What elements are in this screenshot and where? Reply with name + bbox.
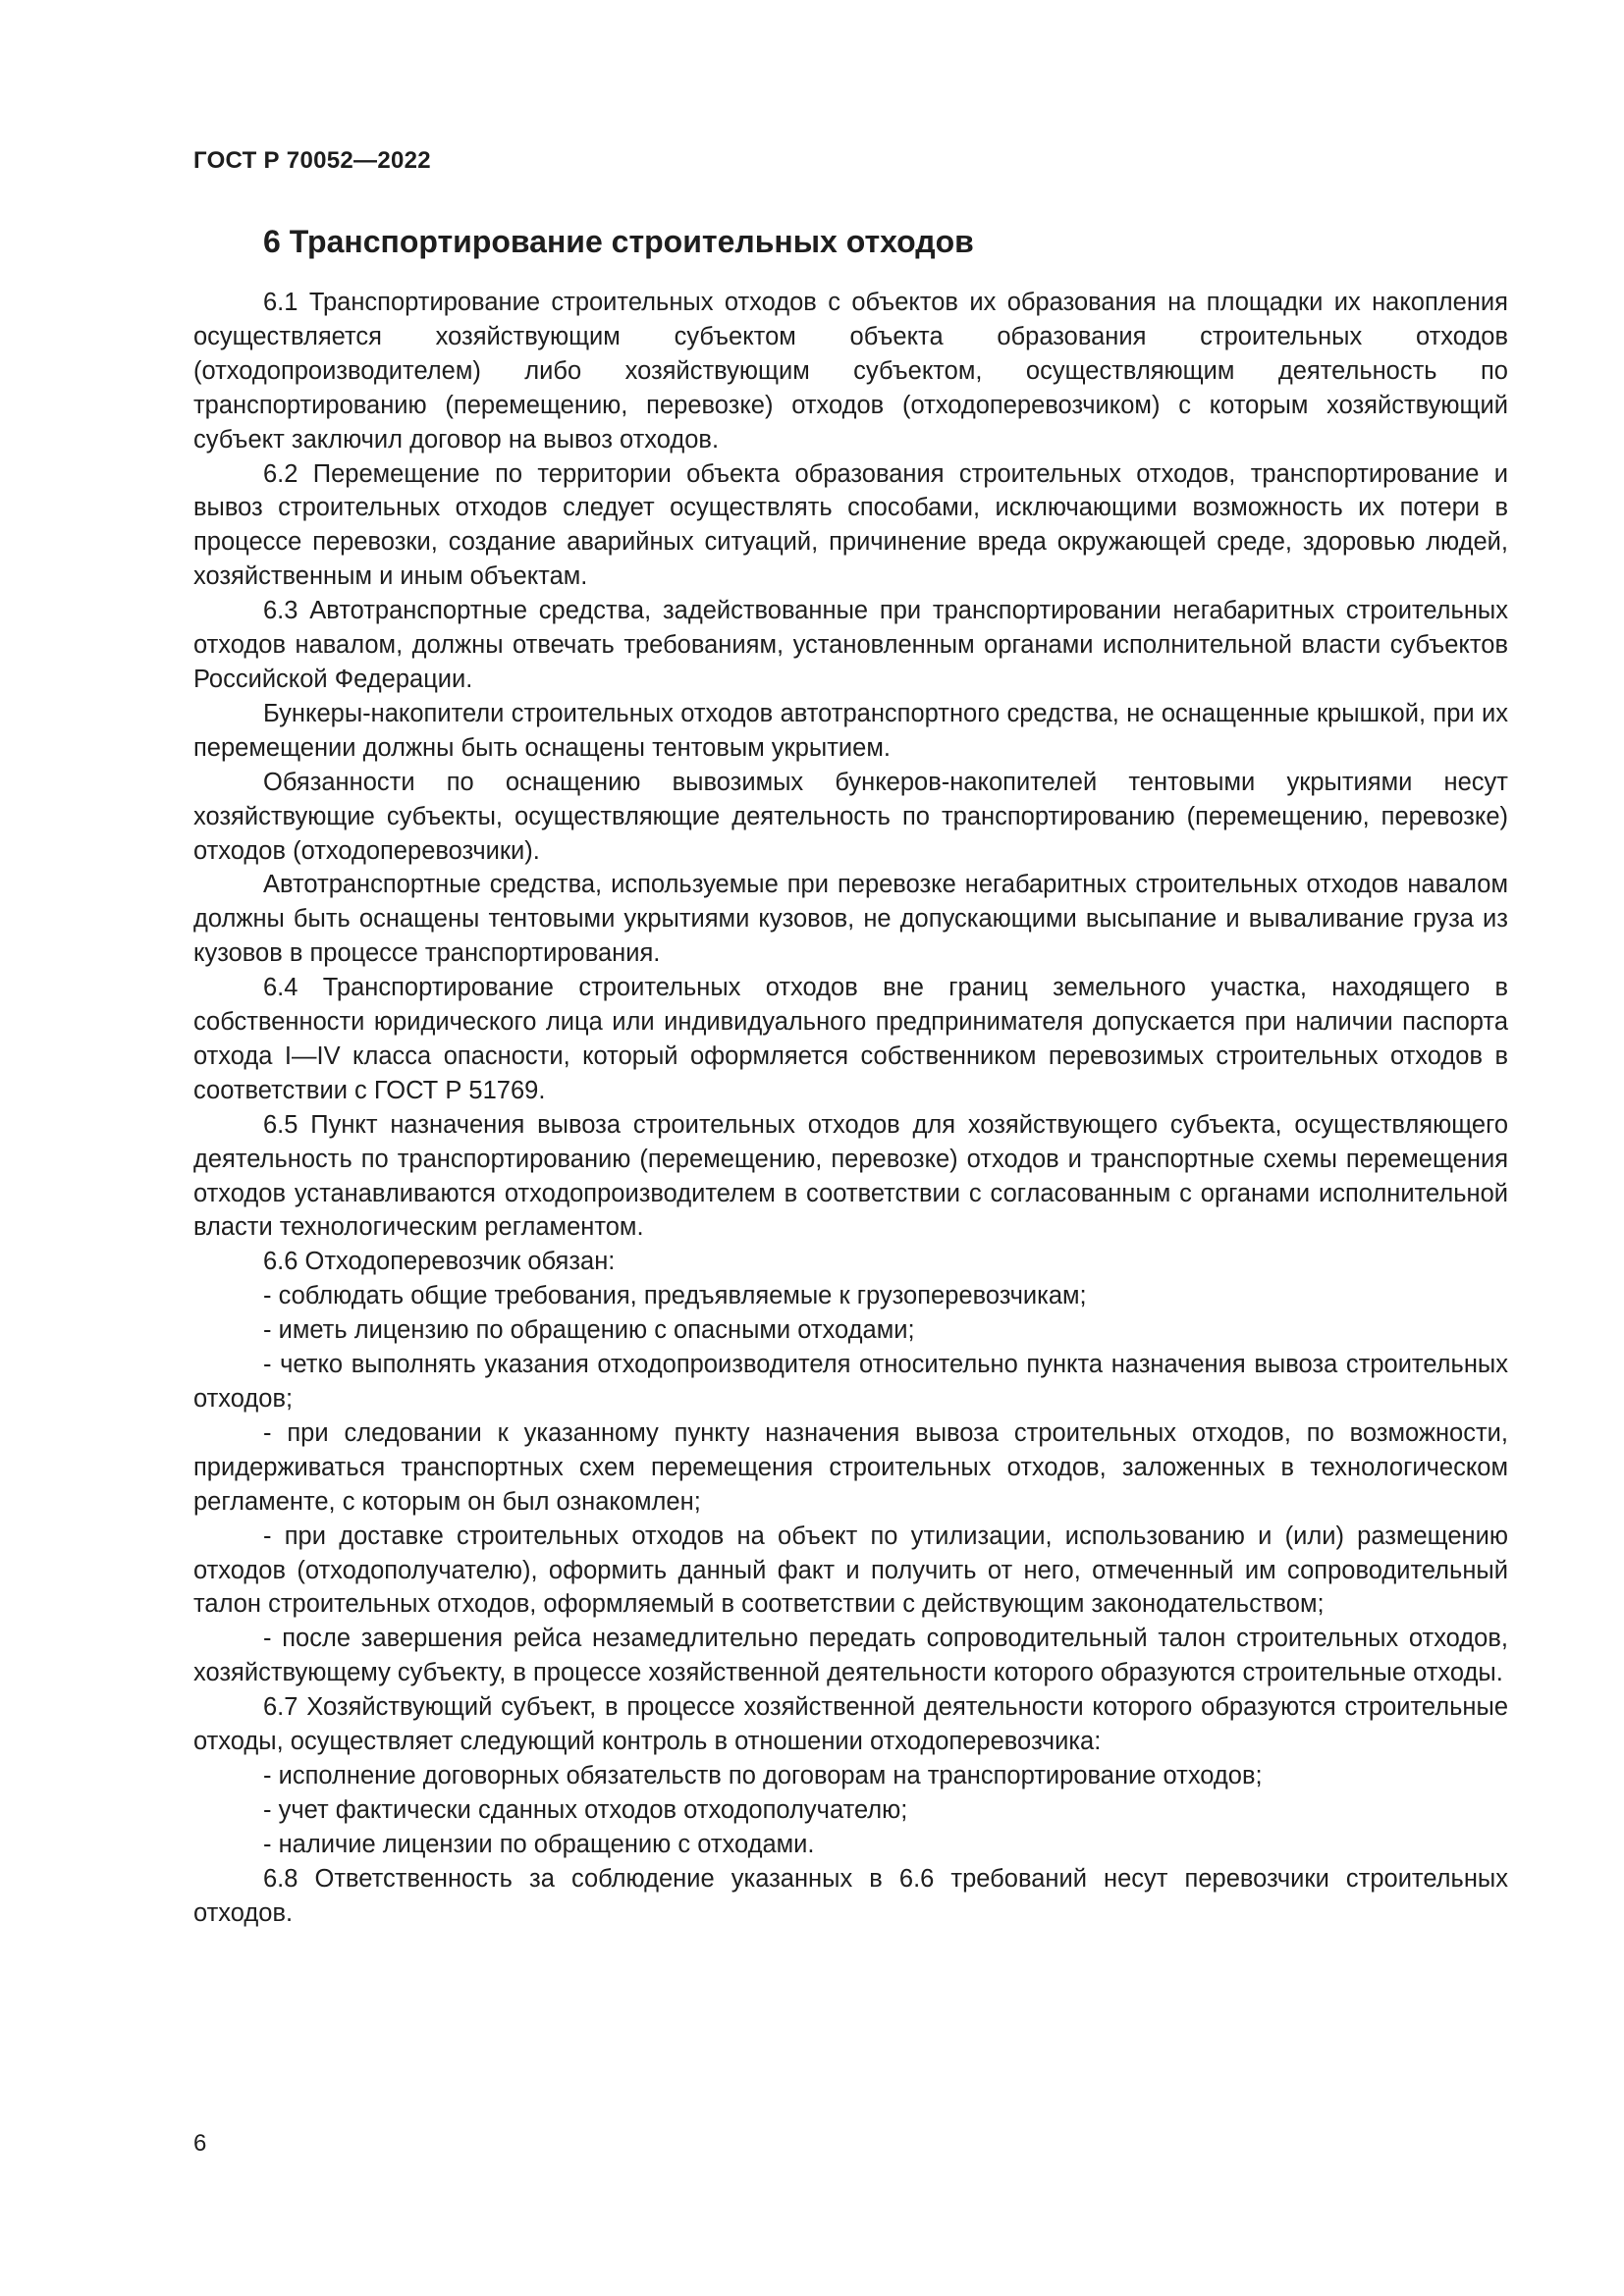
paragraph: 6.6 Отходоперевозчик обязан: bbox=[263, 1248, 616, 1276]
list-item: - при доставке строительных отходов на объект по утилизации, использованию и (или) размещению отходов (отходополучателю), оформить данный факт и получить от него, отмеченный им сопроводительный талон строительных отходов, оформляемый в соответствии с действующим законодательством; bbox=[193, 1522, 1508, 1619]
list-item: - после завершения рейса незамедлительно передать сопроводительный талон строительных отходов, хозяйствующему субъекту, в процессе хозяйственной деятельности которого образуются строительные отходы. bbox=[193, 1625, 1508, 1687]
paragraph: Бункеры-накопители строительных отходов автотранспортного средства, не оснащенные крышкой, при их перемещении должны быть оснащены тентовым укрытием. bbox=[193, 699, 1508, 762]
list-item: - исполнение договорных обязательств по договорам на транспортирование отходов; bbox=[263, 1761, 1263, 1789]
page-number: 6 bbox=[193, 2130, 207, 2157]
paragraph: Обязанности по оснащению вывозимых бункеров-накопителей тентовыми укрытиями несут хозяйствующие субъекты, осуществляющие деятельность по транспортированию (перемещению, перевозке) отходов (отходоперевозчики). bbox=[193, 768, 1508, 865]
paragraph: 6.7 Хозяйствующий субъект, в процессе хозяйственной деятельности которого образуются строительные отходы, осуществляет следующий контроль в отношении отходоперевозчика: bbox=[193, 1693, 1508, 1756]
list-item: - четко выполнять указания отходопроизводителя относительно пункта назначения вывоза строительных отходов; bbox=[193, 1351, 1508, 1413]
document-body bbox=[193, 286, 1508, 1931]
list-item: - наличие лицензии по обращению с отходами. bbox=[263, 1830, 815, 1858]
paragraph: 6.4 Транспортирование строительных отходов вне границ земельного участка, находящего в собственности юридического лица или индивидуального предпринимателя допускается при наличии паспорта отхода I—IV класса опасности, который оформляется собственником перевозимых строительных отходов в соответствии с ГОСТ Р 51769. bbox=[193, 974, 1508, 1104]
list-item: - иметь лицензию по обращению с опасными отходами; bbox=[263, 1316, 915, 1345]
paragraph: 6.8 Ответственность за соблюдение указанных в 6.6 требований несут перевозчики строительных отходов. bbox=[193, 1864, 1508, 1927]
list-item: - соблюдать общие требования, предъявляемые к грузоперевозчикам; bbox=[263, 1282, 1087, 1310]
paragraph: 6.2 Перемещение по территории объекта образования строительных отходов, транспортирование и вывоз строительных отходов следует осуществлять способами, исключающими возможность их потери в процессе перевозки, создание аварийных ситуаций, причинение вреда окружающей среде, здоровью людей, хозяйственным и иным объектам. bbox=[193, 459, 1508, 591]
paragraph: 6.3 Автотранспортные средства, задействованные при транспортировании негабаритных строительных отходов навалом, должны отвечать требованиям, установленным органами исполнительной власти субъектов Российской Федерации. bbox=[193, 597, 1508, 693]
paragraph: 6.5 Пункт назначения вывоза строительных отходов для хозяйствующего субъекта, осуществляющего деятельность по транспортированию (перемещению, перевозке) отходов и транспортные схемы перемещения отходов устанавливаются отходопроизводителем в соответствии с согласованным с органами исполнительной власти технологическим регламентом. bbox=[193, 1110, 1508, 1242]
section-title: 6 Транспортирование строительных отходов bbox=[263, 224, 974, 259]
list-item: - при следовании к указанному пункту назначения вывоза строительных отходов, по возможности, придерживаться транспортных схем перемещения строительных отходов, заложенных в технологическом регламенте, с которым он был ознакомлен; bbox=[193, 1418, 1508, 1516]
paragraph: 6.1 Транспортирование строительных отходов с объектов их образования на площадки их накопления осуществляется хозяйствующим субъектом объекта образования строительных отходов (отходопроизводителем) либо хозяйствующим субъектом, осуществляющим деятельность по транспортированию (перемещению, перевозке) отходов (отходоперевозчиком) с которым хозяйствующий субъект заключил договор на вывоз отходов. bbox=[193, 289, 1508, 454]
list-item: - учет фактически сданных отходов отходополучателю; bbox=[263, 1795, 908, 1824]
paragraph: Автотранспортные средства, используемые при перевозке негабаритных строительных отходов навалом должны быть оснащены тентовыми укрытиями кузовов, не допускающими высыпание и вываливание груза из кузовов в процессе транспортирования. bbox=[193, 871, 1508, 968]
document-header: ГОСТ Р 70052—2022 bbox=[193, 147, 431, 174]
